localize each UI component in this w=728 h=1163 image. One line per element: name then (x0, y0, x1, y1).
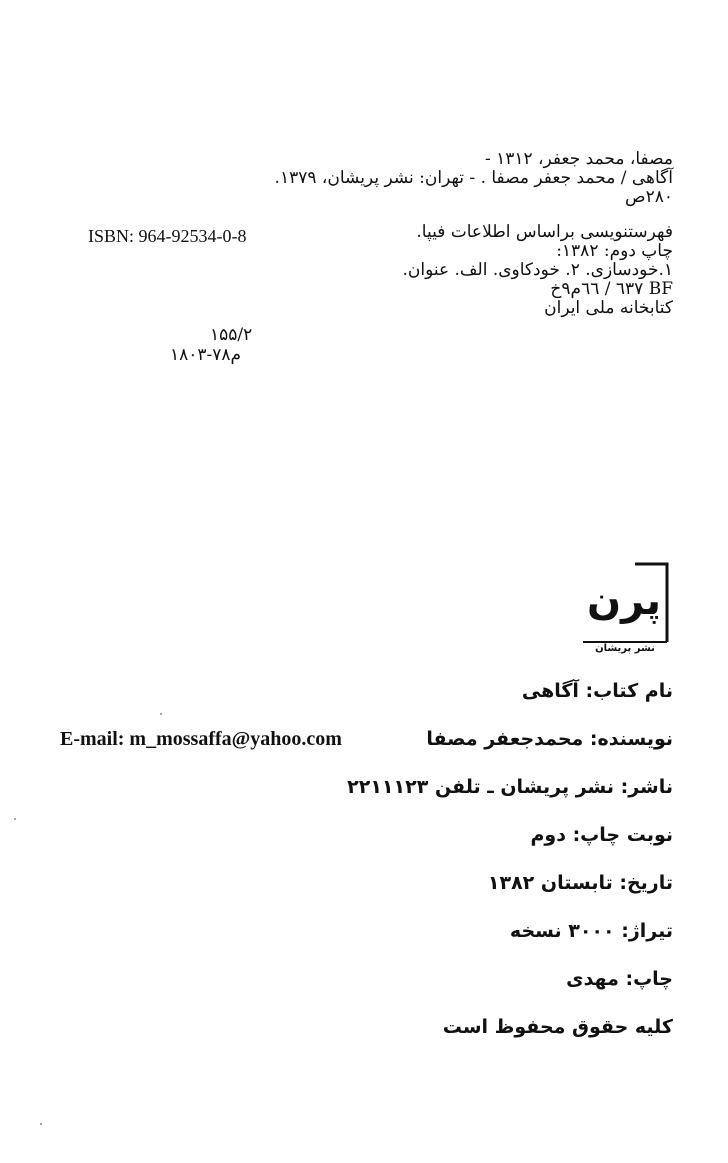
isbn: ISBN: 964-92534-0-8 (88, 226, 247, 246)
cip-spacer (73, 207, 673, 223)
dewey-number: ۱۵۵/۲ (210, 325, 253, 345)
book-title: نام کتاب: آگاهی (521, 680, 673, 702)
book-author: نویسنده: محمدجعفر مصفا (426, 728, 673, 750)
cip-classification-line: BF ٦٣٧ / ٦٦م٩خ (550, 279, 673, 299)
publisher-logo-caption: نشر پریشان (595, 643, 655, 654)
scan-speck (160, 713, 162, 715)
cip-edition-line: چاپ دوم: ۱۳۸۲: (556, 241, 673, 261)
cip-library-line: کتابخانه ملی ایران (544, 298, 673, 318)
publisher-logo (579, 560, 671, 656)
national-bibliography-number: م۷۸-۱۸۰۳ (170, 345, 242, 365)
cip-title-line: آگاهی / محمد جعفر مصفا . - تهران: نشر پریشان، ۱۳۷۹. (274, 168, 673, 188)
book-circulation: تیراژ: ۳۰۰۰ نسخه (509, 920, 673, 942)
cip-pages-line: ۲۸۰ص (625, 187, 673, 207)
scan-speck (40, 1123, 42, 1125)
book-edition: نوبت چاپ: دوم (530, 824, 673, 846)
cip-author-line: مصفا، محمد جعفر، ۱۳۱۲ - (484, 149, 673, 169)
book-publisher: ناشر: نشر پریشان ـ تلفن ۲۲۱۱۱۲۳ (347, 776, 673, 798)
book-date: تاریخ: تابستان ۱۳۸۲ (487, 872, 673, 894)
author-email: E-mail: m_mossaffa@yahoo.com (60, 728, 342, 750)
cip-subjects-line: ۱.خودسازی. ۲. خودکاوی. الف. عنوان. (402, 260, 673, 280)
book-printer: چاپ: مهدی (566, 968, 673, 990)
scan-speck (14, 818, 16, 820)
cip-note-line: فهرستنویسی براساس اطلاعات فیپا. (416, 222, 673, 242)
publisher-logo-mark: پرن (586, 578, 662, 624)
book-rights: کلیه حقوق محفوظ است (442, 1016, 673, 1038)
